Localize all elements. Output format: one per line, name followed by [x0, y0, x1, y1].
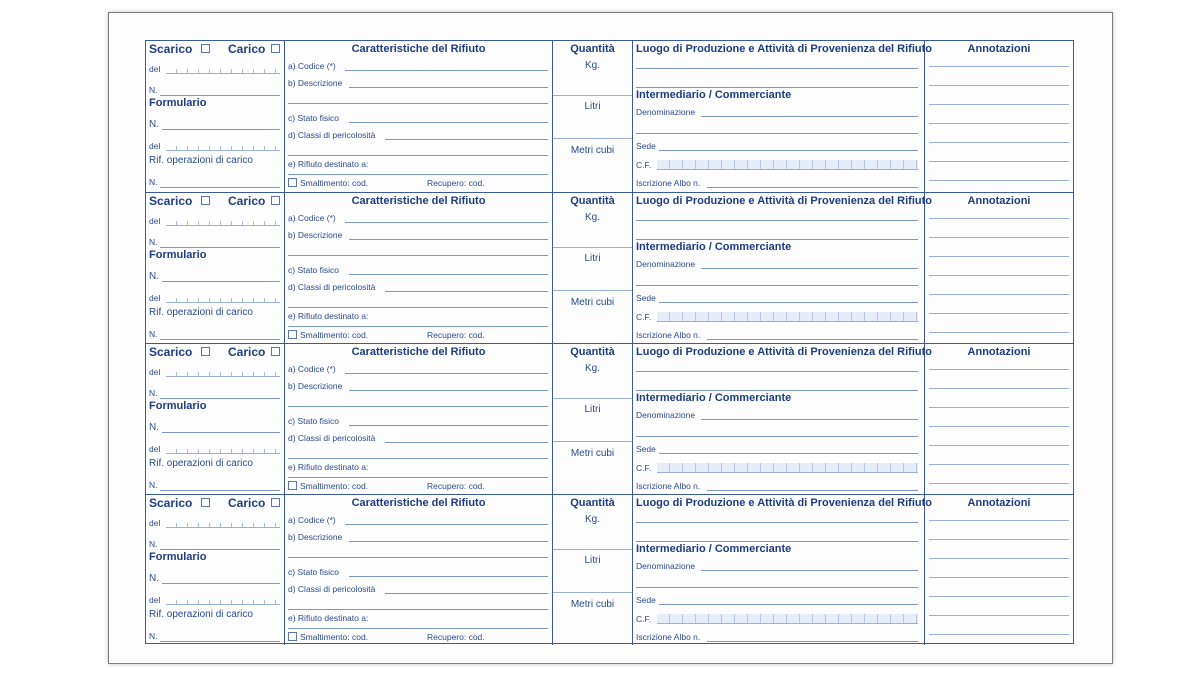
annotation-line[interactable]	[929, 407, 1069, 408]
classi-field-2[interactable]	[288, 458, 548, 459]
cf-field[interactable]	[657, 463, 918, 473]
codice-label: a) Codice (*)	[288, 364, 336, 374]
iscrizione-field[interactable]	[707, 339, 918, 340]
number-field[interactable]	[160, 247, 280, 248]
register-sheet	[108, 12, 1113, 664]
denominazione-label: Denominazione	[636, 259, 696, 269]
stato-fisico-field[interactable]	[349, 576, 548, 577]
scarico-label: Scarico	[149, 42, 193, 56]
scarico-label: Scarico	[149, 194, 193, 208]
litri-field[interactable]	[553, 138, 632, 139]
formulario-number-field[interactable]	[162, 583, 280, 584]
quantity-column	[553, 41, 633, 192]
iscrizione-label: Iscrizione Albo n.	[636, 632, 701, 642]
register-entry-4	[146, 494, 1073, 645]
sede-label: Sede	[636, 293, 656, 303]
luogo-field-2[interactable]	[636, 541, 918, 542]
waste-characteristics-column	[285, 495, 553, 645]
annotations-column	[925, 495, 1073, 645]
origin-column	[633, 41, 932, 192]
stato-fisico-field[interactable]	[349, 274, 548, 275]
metri-cubi-label: Metri cubi	[570, 145, 615, 156]
intermediario-label: Intermediario / Commerciante	[636, 392, 792, 404]
quantity-column	[553, 495, 633, 645]
denominazione-label: Denominazione	[636, 561, 696, 571]
classi-field-2[interactable]	[288, 155, 548, 156]
annotation-line[interactable]	[929, 634, 1069, 635]
waste-characteristics-column	[285, 41, 553, 192]
rif-number-field[interactable]	[160, 339, 280, 340]
movement-column	[146, 344, 285, 494]
annotation-line[interactable]	[929, 558, 1069, 559]
destinato-label: e) Rifiuto destinato a:	[288, 311, 369, 321]
formulario-label: Formulario	[149, 551, 207, 563]
number-field[interactable]	[160, 398, 280, 399]
register-entry-3	[146, 343, 1073, 494]
annotation-line[interactable]	[929, 104, 1069, 105]
del-label: del	[149, 367, 161, 377]
number-label: N.	[149, 388, 158, 398]
carico-label: Carico	[228, 194, 266, 208]
luogo-field-2[interactable]	[636, 390, 918, 391]
annotation-line[interactable]	[929, 464, 1069, 465]
annotation-line[interactable]	[929, 237, 1069, 238]
scarico-checkbox[interactable]	[201, 498, 210, 507]
annotation-line[interactable]	[929, 520, 1069, 521]
annotazioni-header: Annotazioni	[967, 195, 1031, 207]
formulario-label: Formulario	[149, 400, 207, 412]
classi-field-2[interactable]	[288, 609, 548, 610]
denominazione-field-2[interactable]	[636, 436, 918, 437]
quantity-column	[553, 193, 633, 343]
destinato-field[interactable]	[288, 326, 548, 327]
rif-number-label: N.	[149, 480, 158, 490]
classi-label: d) Classi di pericolosità	[288, 130, 376, 140]
litri-field[interactable]	[553, 592, 632, 593]
carico-label: Carico	[228, 345, 266, 359]
destinato-field[interactable]	[288, 628, 548, 629]
litri-label: Litri	[584, 404, 601, 415]
number-field[interactable]	[160, 95, 280, 96]
luogo-field-2[interactable]	[636, 239, 918, 240]
metri-cubi-label: Metri cubi	[570, 297, 615, 308]
smaltimento-checkbox[interactable]	[288, 178, 297, 187]
del-label: del	[149, 216, 161, 226]
scarico-label: Scarico	[149, 345, 193, 359]
annotation-line[interactable]	[929, 180, 1069, 181]
del-label: del	[149, 64, 161, 74]
metri-cubi-label: Metri cubi	[570, 599, 615, 610]
formulario-label: Formulario	[149, 97, 207, 109]
carico-label: Carico	[228, 496, 266, 510]
date-field[interactable]	[166, 369, 280, 377]
scarico-checkbox[interactable]	[201, 44, 210, 53]
formulario-number-label: N.	[149, 271, 159, 282]
caratteristiche-header: Caratteristiche del Rifiuto	[351, 43, 486, 55]
denominazione-field-2[interactable]	[636, 285, 918, 286]
codice-field[interactable]	[345, 373, 548, 374]
formulario-del-label: del	[149, 141, 161, 151]
destinato-label: e) Rifiuto destinato a:	[288, 613, 369, 623]
recupero-label: Recupero: cod.	[427, 632, 485, 642]
iscrizione-field[interactable]	[707, 490, 918, 491]
rif-number-field[interactable]	[160, 187, 280, 188]
annotations-column	[925, 344, 1073, 494]
classi-field[interactable]	[385, 291, 548, 292]
descrizione-field[interactable]	[349, 239, 548, 240]
stato-fisico-label: c) Stato fisico	[288, 416, 340, 426]
denominazione-field[interactable]	[701, 570, 918, 571]
sede-field[interactable]	[659, 604, 918, 605]
recupero-label: Recupero: cod.	[427, 481, 485, 491]
destinato-label: e) Rifiuto destinato a:	[288, 462, 369, 472]
annotation-line[interactable]	[929, 66, 1069, 67]
formulario-number-label: N.	[149, 422, 159, 433]
annotation-line[interactable]	[929, 123, 1069, 124]
denominazione-field[interactable]	[701, 419, 918, 420]
waste-register-form	[145, 40, 1074, 644]
litri-label: Litri	[584, 555, 601, 566]
quantita-header: Quantità	[570, 43, 615, 55]
annotation-line[interactable]	[929, 161, 1069, 162]
formulario-number-field[interactable]	[162, 432, 280, 433]
formulario-date-field[interactable]	[166, 597, 280, 605]
descrizione-field-2[interactable]	[288, 406, 548, 407]
carico-checkbox[interactable]	[271, 196, 280, 205]
rif-operazioni-label: Rif. operazioni di carico	[149, 609, 253, 620]
iscrizione-field[interactable]	[707, 641, 918, 642]
annotation-line[interactable]	[929, 483, 1069, 484]
classi-field[interactable]	[385, 139, 548, 140]
formulario-del-label: del	[149, 595, 161, 605]
luogo-header: Luogo di Produzione e Attività di Provenienza del Rifiuto	[636, 195, 932, 207]
smaltimento-checkbox[interactable]	[288, 481, 297, 490]
descrizione-field[interactable]	[349, 87, 548, 88]
denominazione-label: Denominazione	[636, 107, 696, 117]
classi-label: d) Classi di pericolosità	[288, 433, 376, 443]
sede-field[interactable]	[659, 302, 918, 303]
sede-label: Sede	[636, 595, 656, 605]
annotation-line[interactable]	[929, 577, 1069, 578]
litri-label: Litri	[584, 253, 601, 264]
number-label: N.	[149, 237, 158, 247]
kg-field[interactable]	[553, 549, 632, 550]
caratteristiche-header: Caratteristiche del Rifiuto	[351, 195, 486, 207]
cf-label: C.F.	[636, 614, 652, 624]
destinato-field[interactable]	[288, 174, 548, 175]
rif-operazioni-label: Rif. operazioni di carico	[149, 458, 253, 469]
intermediario-label: Intermediario / Commerciante	[636, 89, 792, 101]
kg-label: Kg.	[584, 212, 600, 223]
smaltimento-checkbox[interactable]	[288, 632, 297, 641]
recupero-label: Recupero: cod.	[427, 178, 485, 188]
annotation-line[interactable]	[929, 426, 1069, 427]
descrizione-label: b) Descrizione	[288, 78, 343, 88]
date-field[interactable]	[166, 218, 280, 226]
register-entry-1	[146, 41, 1073, 192]
annotation-line[interactable]	[929, 615, 1069, 616]
codice-label: a) Codice (*)	[288, 515, 336, 525]
carico-label: Carico	[228, 42, 266, 56]
date-field[interactable]	[166, 66, 280, 74]
annotation-line[interactable]	[929, 596, 1069, 597]
sede-field[interactable]	[659, 453, 918, 454]
rif-number-label: N.	[149, 329, 158, 339]
litri-field[interactable]	[553, 290, 632, 291]
carico-checkbox[interactable]	[271, 44, 280, 53]
annotazioni-header: Annotazioni	[967, 346, 1031, 358]
scarico-label: Scarico	[149, 496, 193, 510]
litri-label: Litri	[584, 101, 601, 112]
scarico-checkbox[interactable]	[201, 347, 210, 356]
descrizione-field[interactable]	[349, 541, 548, 542]
rif-operazioni-label: Rif. operazioni di carico	[149, 307, 253, 318]
cf-label: C.F.	[636, 160, 652, 170]
formulario-number-field[interactable]	[162, 281, 280, 282]
kg-label: Kg.	[584, 60, 600, 71]
kg-field[interactable]	[553, 247, 632, 248]
number-field[interactable]	[160, 549, 280, 550]
sede-label: Sede	[636, 141, 656, 151]
caratteristiche-header: Caratteristiche del Rifiuto	[351, 497, 486, 509]
annotation-line[interactable]	[929, 388, 1069, 389]
rif-number-label: N.	[149, 631, 158, 641]
denominazione-field-2[interactable]	[636, 587, 918, 588]
annotation-line[interactable]	[929, 275, 1069, 276]
stato-fisico-label: c) Stato fisico	[288, 265, 340, 275]
cf-field[interactable]	[657, 614, 918, 624]
quantita-header: Quantità	[570, 497, 615, 509]
annotation-line[interactable]	[929, 332, 1069, 333]
cf-label: C.F.	[636, 463, 652, 473]
luogo-field[interactable]	[636, 371, 918, 372]
formulario-del-label: del	[149, 444, 161, 454]
annotations-column	[925, 41, 1073, 192]
annotazioni-header: Annotazioni	[967, 497, 1031, 509]
origin-column	[633, 344, 932, 494]
classi-field[interactable]	[385, 442, 548, 443]
denominazione-field[interactable]	[701, 116, 918, 117]
kg-label: Kg.	[584, 514, 600, 525]
denominazione-label: Denominazione	[636, 410, 696, 420]
descrizione-field-2[interactable]	[288, 103, 548, 104]
descrizione-label: b) Descrizione	[288, 381, 343, 391]
recupero-label: Recupero: cod.	[427, 330, 485, 340]
annotation-line[interactable]	[929, 369, 1069, 370]
formulario-date-field[interactable]	[166, 295, 280, 303]
classi-field[interactable]	[385, 593, 548, 594]
waste-characteristics-column	[285, 193, 553, 343]
luogo-header: Luogo di Produzione e Attività di Provenienza del Rifiuto	[636, 346, 932, 358]
quantita-header: Quantità	[570, 195, 615, 207]
smaltimento-label: Smaltimento: cod.	[300, 178, 369, 188]
carico-checkbox[interactable]	[271, 498, 280, 507]
codice-field[interactable]	[345, 70, 548, 71]
classi-label: d) Classi di pericolosità	[288, 282, 376, 292]
descrizione-label: b) Descrizione	[288, 532, 343, 542]
luogo-field[interactable]	[636, 220, 918, 221]
del-label: del	[149, 518, 161, 528]
descrizione-field-2[interactable]	[288, 255, 548, 256]
classi-label: d) Classi di pericolosità	[288, 584, 376, 594]
movement-column	[146, 495, 285, 645]
iscrizione-label: Iscrizione Albo n.	[636, 330, 701, 340]
iscrizione-label: Iscrizione Albo n.	[636, 481, 701, 491]
stato-fisico-field[interactable]	[349, 425, 548, 426]
cf-field[interactable]	[657, 312, 918, 322]
formulario-label: Formulario	[149, 249, 207, 261]
formulario-date-field[interactable]	[166, 446, 280, 454]
rif-operazioni-label: Rif. operazioni di carico	[149, 155, 253, 166]
date-field[interactable]	[166, 520, 280, 528]
formulario-date-field[interactable]	[166, 143, 280, 151]
codice-field[interactable]	[345, 524, 548, 525]
denominazione-field-2[interactable]	[636, 133, 918, 134]
movement-column	[146, 41, 285, 192]
scarico-checkbox[interactable]	[201, 196, 210, 205]
luogo-header: Luogo di Produzione e Attività di Provenienza del Rifiuto	[636, 43, 932, 55]
number-label: N.	[149, 85, 158, 95]
origin-column	[633, 193, 932, 343]
descrizione-field-2[interactable]	[288, 557, 548, 558]
origin-column	[633, 495, 932, 645]
formulario-number-label: N.	[149, 573, 159, 584]
luogo-field-2[interactable]	[636, 87, 918, 88]
annotation-line[interactable]	[929, 313, 1069, 314]
rif-number-field[interactable]	[160, 490, 280, 491]
annotation-line[interactable]	[929, 85, 1069, 86]
metri-cubi-label: Metri cubi	[570, 448, 615, 459]
denominazione-field[interactable]	[701, 268, 918, 269]
stato-fisico-label: c) Stato fisico	[288, 567, 340, 577]
litri-field[interactable]	[553, 441, 632, 442]
descrizione-label: b) Descrizione	[288, 230, 343, 240]
codice-label: a) Codice (*)	[288, 61, 336, 71]
descrizione-field[interactable]	[349, 390, 548, 391]
kg-field[interactable]	[553, 398, 632, 399]
classi-field-2[interactable]	[288, 307, 548, 308]
smaltimento-label: Smaltimento: cod.	[300, 632, 369, 642]
caratteristiche-header: Caratteristiche del Rifiuto	[351, 346, 486, 358]
luogo-field[interactable]	[636, 522, 918, 523]
annotation-line[interactable]	[929, 294, 1069, 295]
iscrizione-label: Iscrizione Albo n.	[636, 178, 701, 188]
quantity-column	[553, 344, 633, 494]
cf-field[interactable]	[657, 160, 918, 170]
waste-characteristics-column	[285, 344, 553, 494]
luogo-header: Luogo di Produzione e Attività di Provenienza del Rifiuto	[636, 497, 932, 509]
annotations-column	[925, 193, 1073, 343]
annotazioni-header: Annotazioni	[967, 43, 1031, 55]
formulario-number-field[interactable]	[162, 129, 280, 130]
kg-field[interactable]	[553, 95, 632, 96]
rif-number-field[interactable]	[160, 641, 280, 642]
rif-number-label: N.	[149, 177, 158, 187]
iscrizione-field[interactable]	[707, 187, 918, 188]
annotation-line[interactable]	[929, 445, 1069, 446]
smaltimento-label: Smaltimento: cod.	[300, 330, 369, 340]
number-label: N.	[149, 539, 158, 549]
annotation-line[interactable]	[929, 539, 1069, 540]
cf-label: C.F.	[636, 312, 652, 322]
annotation-line[interactable]	[929, 256, 1069, 257]
quantita-header: Quantità	[570, 346, 615, 358]
codice-field[interactable]	[345, 222, 548, 223]
sede-label: Sede	[636, 444, 656, 454]
annotation-line[interactable]	[929, 142, 1069, 143]
stato-fisico-field[interactable]	[349, 122, 548, 123]
carico-checkbox[interactable]	[271, 347, 280, 356]
intermediario-label: Intermediario / Commerciante	[636, 241, 792, 253]
sede-field[interactable]	[659, 150, 918, 151]
kg-label: Kg.	[584, 363, 600, 374]
luogo-field[interactable]	[636, 68, 918, 69]
annotation-line[interactable]	[929, 218, 1069, 219]
smaltimento-checkbox[interactable]	[288, 330, 297, 339]
formulario-number-label: N.	[149, 119, 159, 130]
register-entry-2	[146, 192, 1073, 343]
destinato-field[interactable]	[288, 477, 548, 478]
codice-label: a) Codice (*)	[288, 213, 336, 223]
destinato-label: e) Rifiuto destinato a:	[288, 159, 369, 169]
intermediario-label: Intermediario / Commerciante	[636, 543, 792, 555]
stato-fisico-label: c) Stato fisico	[288, 113, 340, 123]
smaltimento-label: Smaltimento: cod.	[300, 481, 369, 491]
formulario-del-label: del	[149, 293, 161, 303]
movement-column	[146, 193, 285, 343]
